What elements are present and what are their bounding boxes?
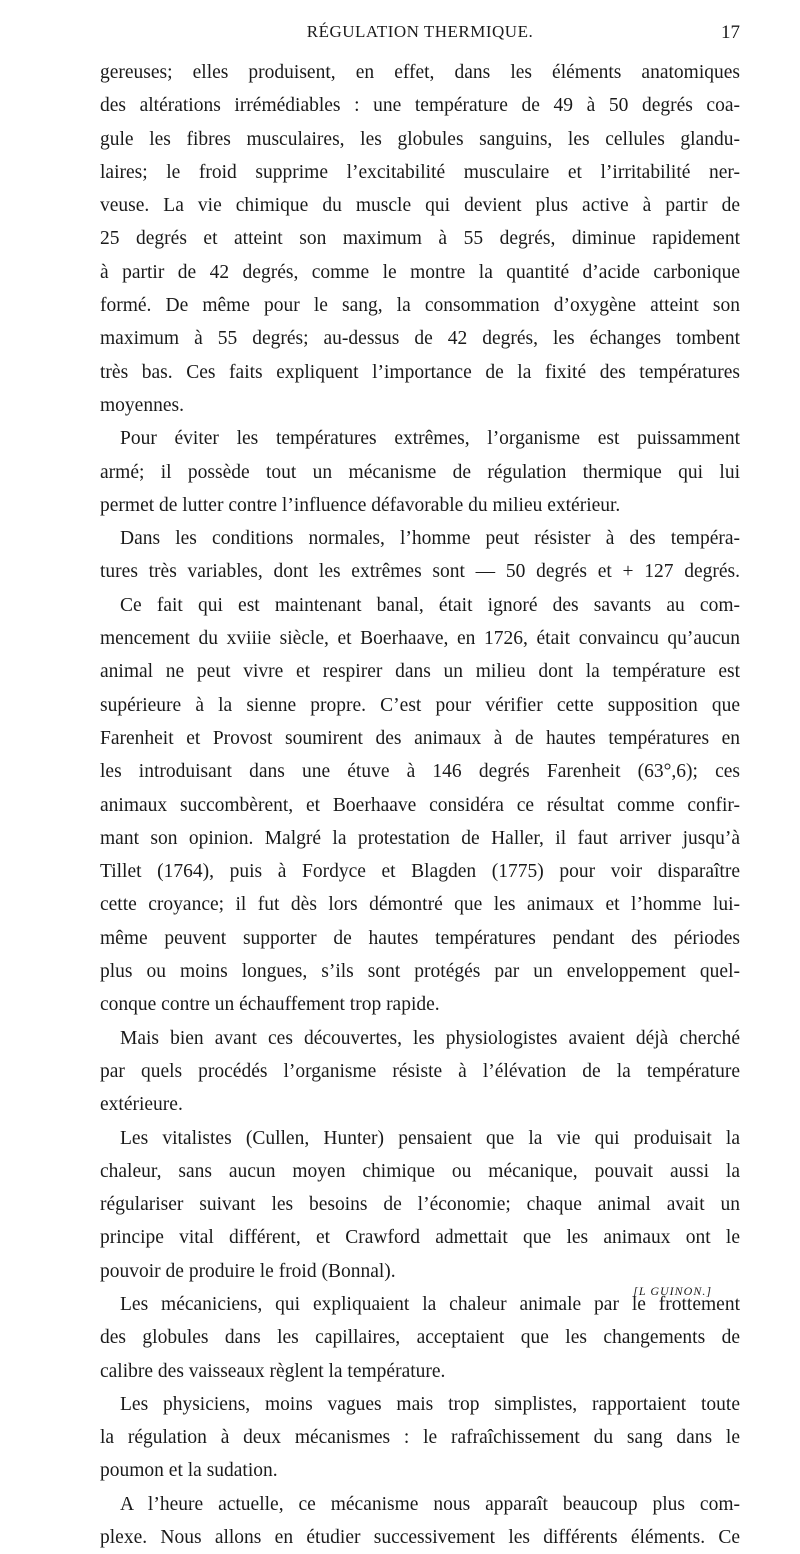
text-line: tures très variables, dont les extrêmes sont — 50 degrés et + 127 degrés. — [100, 561, 740, 583]
text-line: mencement du xviiie siècle, et Boerhaave, en 1726, était convaincu qu’aucun — [100, 628, 740, 650]
text-line: gereuses; elles produisent, en effet, dans les éléments anatomiques — [100, 62, 740, 83]
text-line: animal ne peut vivre et respirer dans un milieu dont la température est — [100, 661, 740, 683]
text-line: la régulation à deux mécanismes : le rafraîchissement du sang dans le — [100, 1427, 740, 1449]
text-line: maximum à 55 degrés; au-dessus de 42 degrés, les échanges tombent — [100, 328, 740, 350]
text-line: calibre des vaisseaux règlent la température. — [100, 1360, 446, 1382]
text-line: par quels procédés l’organisme résiste à l’élévation de la température — [100, 1060, 740, 1082]
text-line: animaux succombèrent, et Boerhaave considéra ce résultat comme confir- — [100, 794, 740, 816]
text-line: Farenheit et Provost soumirent des animaux à de hautes températures en — [100, 727, 740, 749]
running-head: RÉGULATION THERMIQUE. — [306, 22, 534, 41]
page-header — [100, 22, 740, 50]
text-line: chaleur, sans aucun moyen chimique ou mécanique, pouvait aussi la — [100, 1160, 740, 1182]
text-line: Les physiciens, moins vagues mais trop simplistes, rapportaient toute — [120, 1393, 740, 1415]
text-line: veuse. La vie chimique du muscle qui devient plus active à partir de — [100, 195, 740, 217]
text-line: armé; il possède tout un mécanisme de régulation thermique qui lui — [100, 461, 740, 483]
text-line: des globules dans les capillaires, acceptaient que les changements de — [100, 1327, 740, 1349]
text-line: Ce fait qui est maintenant banal, était ignoré des savants au com- — [120, 594, 740, 616]
text-line: 25 degrés et atteint son maximum à 55 degrés, diminue rapidement — [100, 228, 740, 250]
text-line: poumon et la sudation. — [100, 1460, 278, 1482]
text-line: à partir de 42 degrés, comme le montre la quantité d’acide carbonique — [100, 261, 740, 283]
text-line: laires; le froid supprime l’excitabilité musculaire et l’irritabilité ner- — [100, 161, 740, 183]
text-line: formé. De même pour le sang, la consommation d’oxygène atteint son — [100, 295, 740, 317]
text-line: cette croyance; il fut dès lors démontré que les animaux et l’homme lui- — [100, 894, 740, 916]
text-line: des altérations irrémédiables : une température de 49 à 50 degrés coa- — [100, 95, 740, 117]
text-line: Tillet (1764), puis à Fordyce et Blagden (1775) pour voir disparaître — [100, 861, 740, 883]
text-line: Dans les conditions normales, l’homme peut résister à des tempéra- — [120, 528, 740, 550]
printer-signature: [L GUINON.] — [633, 1284, 712, 1298]
text-line: Les vitalistes (Cullen, Hunter) pensaient que la vie qui produisait la — [120, 1127, 740, 1149]
text-line: supérieure à la sienne propre. C’est pour vérifier cette supposition que — [100, 694, 740, 716]
text-line: A l’heure actuelle, ce mécanisme nous apparaît beaucoup plus com- — [120, 1493, 740, 1515]
text-line: très bas. Ces faits expliquent l’importance de la fixité des températures — [100, 361, 740, 383]
text-line: Pour éviter les températures extrêmes, l’organisme est puissamment — [120, 428, 740, 450]
text-line: Mais bien avant ces découvertes, les physiologistes avaient déjà cherché — [120, 1027, 740, 1049]
text-line: plus ou moins longues, s’ils sont protégés par un enveloppement quel- — [100, 961, 740, 983]
text-line: conque contre un échauffement trop rapide. — [100, 994, 440, 1016]
text-line: régulariser suivant les besoins de l’économie; chaque animal avait un — [100, 1194, 740, 1216]
text-line: pouvoir de produire le froid (Bonnal). — [100, 1260, 396, 1282]
text-line: mant son opinion. Malgré la protestation de Haller, il faut arriver jusqu’à — [100, 827, 740, 849]
text-line: Les mécaniciens, qui expliquaient la chaleur animale par le frottement — [120, 1293, 740, 1315]
text-line: permet de lutter contre l’influence défavorable du milieu extérieur. — [100, 494, 621, 516]
text-line: moyennes. — [100, 394, 184, 416]
text-line: extérieure. — [100, 1094, 183, 1116]
body-text — [100, 56, 740, 1554]
page-number: 17 — [721, 22, 740, 43]
text-line: gule les fibres musculaires, les globules sanguins, les cellules glandu- — [100, 128, 740, 150]
text-line: principe vital différent, et Crawford admettait que les animaux ont le — [100, 1227, 740, 1249]
text-line: les introduisant dans une étuve à 146 degrés Farenheit (63°,6); ces — [100, 761, 740, 783]
text-line: plexe. Nous allons en étudier successivement les différents éléments. Ce — [100, 1527, 740, 1549]
text-line: même peuvent supporter de hautes températures pendant des périodes — [100, 927, 740, 949]
